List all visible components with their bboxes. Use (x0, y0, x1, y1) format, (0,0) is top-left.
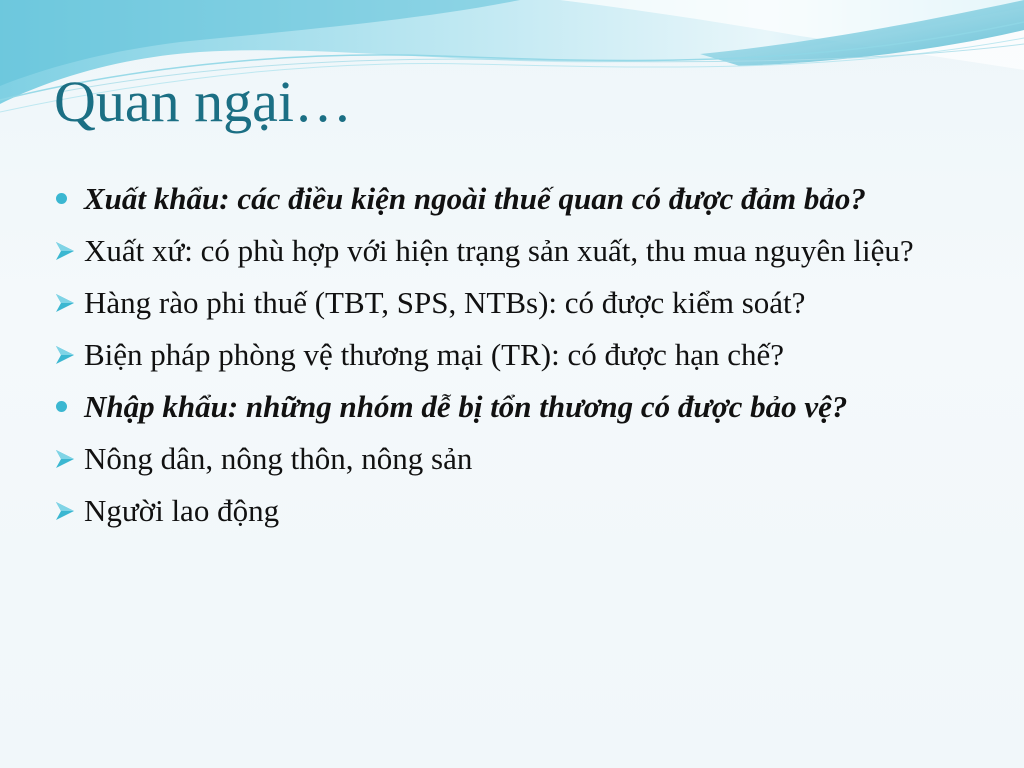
list-item (54, 438, 964, 480)
arrow-bullet-icon (54, 230, 82, 272)
round-bullet-icon (54, 178, 82, 220)
list-item-text: Xuất khẩu: các điều kiện ngoài thuế quan có được đảm bảo? (84, 181, 866, 216)
list-item (54, 386, 964, 428)
list-item-text: Xuất xứ: có phù hợp với hiện trạng sản xuất, thu mua nguyên liệu? (84, 233, 914, 268)
list-item-text: Hàng rào phi thuế (TBT, SPS, NTBs): có được kiểm soát? (84, 285, 806, 320)
arrow-bullet-icon (54, 438, 82, 480)
list-item-text: Nhập khẩu: những nhóm dễ bị tổn thương có được bảo vệ? (84, 389, 848, 424)
round-bullet-icon (54, 386, 82, 428)
list-item-text: Nông dân, nông thôn, nông sản (84, 441, 473, 476)
slide-title: Quan ngại… (54, 69, 352, 134)
arrow-bullet-icon (54, 490, 82, 532)
list-item (54, 282, 964, 324)
list-item-text: Biện pháp phòng vệ thương mại (TR): có được hạn chế? (84, 337, 784, 372)
list-item-text: Người lao động (84, 493, 280, 528)
bullet-list (54, 178, 964, 542)
list-item (54, 490, 964, 532)
list-item (54, 334, 964, 376)
arrow-bullet-icon (54, 334, 82, 376)
list-item (54, 178, 964, 220)
arrow-bullet-icon (54, 282, 82, 324)
list-item (54, 230, 964, 272)
